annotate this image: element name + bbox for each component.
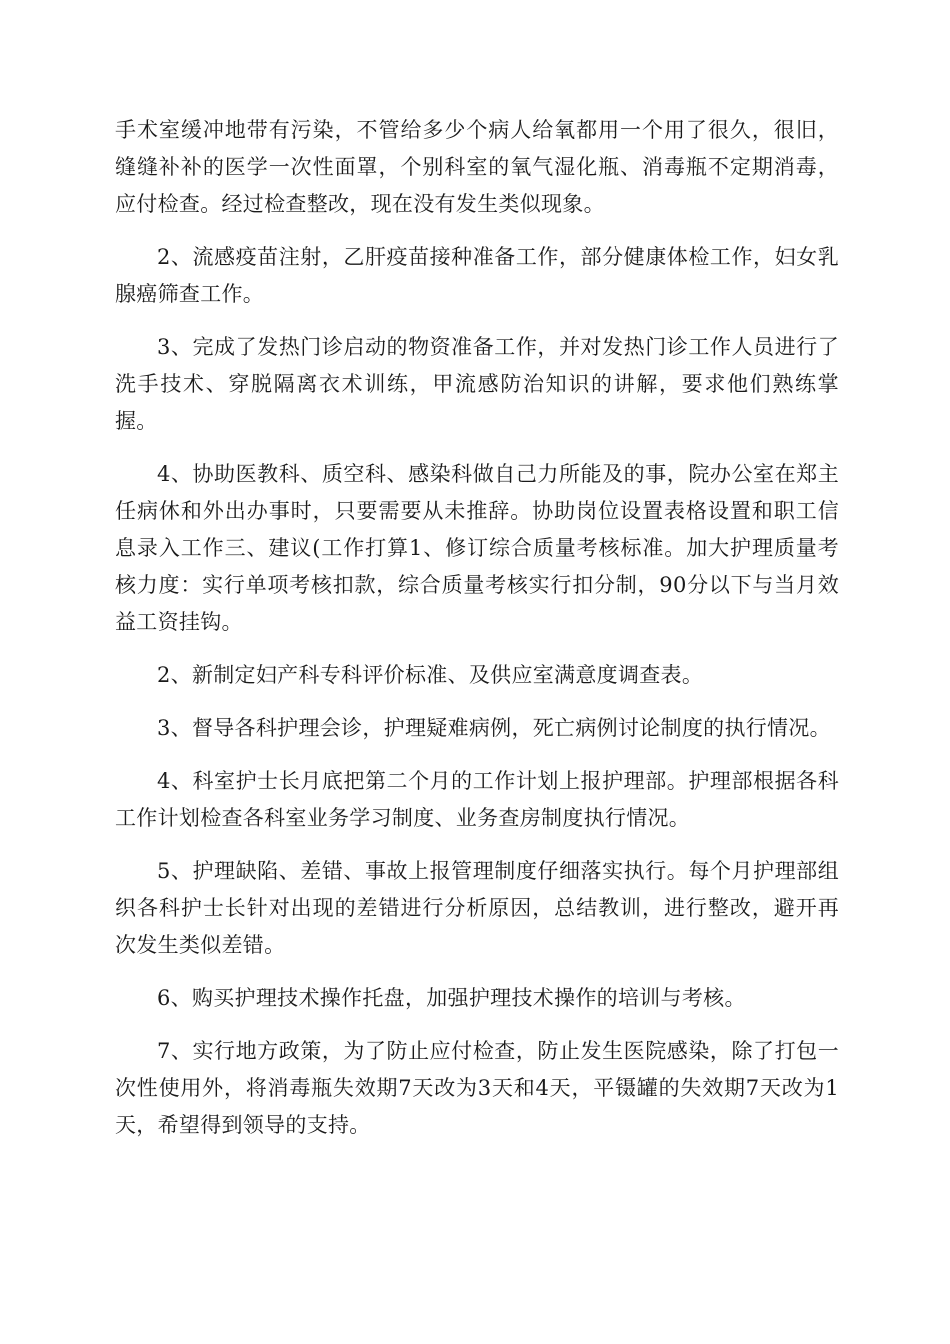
paragraph-item: 2、新制定妇产科专科评价标准、及供应室满意度调查表。 (157, 663, 704, 687)
document-body (115, 112, 839, 1160)
paragraph-item: 3、完成了发热门诊启动的物资准备工作，并对发热门诊工作人员进行了洗手技术、穿脱隔离衣术训练，甲流感防治知识的讲解，要求他们熟练掌握。 (115, 335, 839, 433)
paragraph-item: 4、协助医教科、质空科、感染科做自己力所能及的事，院办公室在郑主任病休和外出办事时，只要需要从未推辞。协助岗位设置表格设置和职工信息录入工作三、建议(工作打算1、修订综合质量考核标准。加大护理质量考核力度：实行单项考核扣款，综合质量考核实行扣分制，90分以下与当月效益工资挂钩。 (115, 462, 839, 634)
paragraph-item: 6、购买护理技术操作托盘，加强护理技术操作的培训与考核。 (157, 986, 746, 1010)
paragraph-item: 4、科室护士长月底把第二个月的工作计划上报护理部。护理部根据各科工作计划检查各科室业务学习制度、业务查房制度执行情况。 (115, 769, 839, 830)
paragraph-item: 2、流感疫苗注射，乙肝疫苗接种准备工作，部分健康体检工作，妇女乳腺癌筛查工作。 (115, 245, 839, 306)
paragraph-continuation: 手术室缓冲地带有污染，不管给多少个病人给氧都用一个用了很久，很旧，缝缝补补的医学一次性面罩，个别科室的氧气湿化瓶、消毒瓶不定期消毒，应付检查。经过检查整改，现在没有发生类似现象。 (115, 118, 839, 216)
paragraph-item: 5、护理缺陷、差错、事故上报管理制度仔细落实执行。每个月护理部组织各科护士长针对出现的差错进行分析原因，总结教训，进行整改，避开再次发生类似差错。 (115, 859, 839, 957)
paragraph-item: 7、实行地方政策，为了防止应付检查，防止发生医院感染，除了打包一次性使用外，将消毒瓶失效期7天改为3天和4天，平镊罐的失效期7天改为1天，希望得到领导的支持。 (115, 1039, 839, 1137)
paragraph-item: 3、督导各科护理会诊，护理疑难病例，死亡病例讨论制度的执行情况。 (157, 716, 831, 740)
